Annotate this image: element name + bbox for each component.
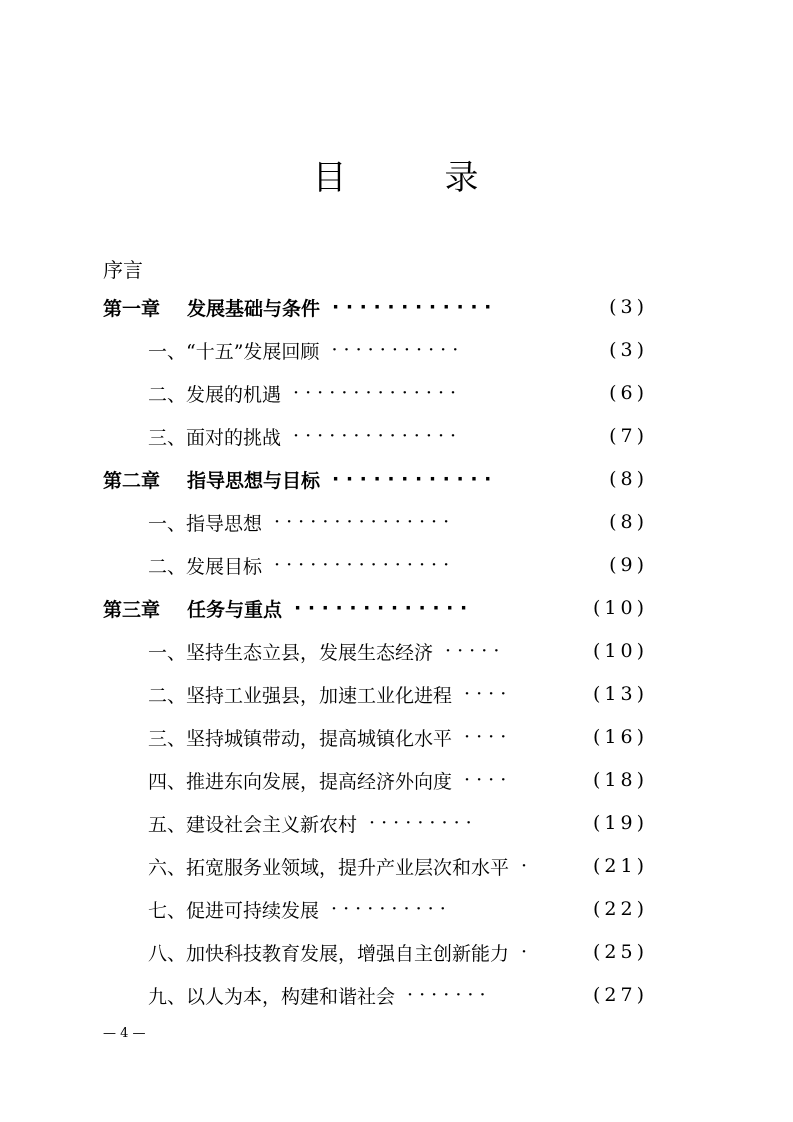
toc-page-number: (25)	[592, 941, 648, 963]
toc-leader-dots: ·	[521, 855, 528, 877]
toc-entry-label: 二、坚持工业强县，加速工业化进程	[148, 684, 453, 707]
toc-entry-label: 二、发展目标	[148, 555, 263, 578]
toc-entry-label: 指导思想与目标	[187, 469, 321, 492]
toc-leader-dots: · · · · · · · · · · · · · ·	[293, 382, 457, 404]
toc-entry-section[interactable]	[148, 978, 486, 1012]
toc-page-number: (19)	[592, 812, 648, 834]
toc-page-number: (13)	[592, 683, 648, 705]
toc-page-number: (6)	[609, 382, 648, 404]
toc-entry-section[interactable]	[148, 720, 506, 754]
toc-entry-chapter-2[interactable]	[103, 462, 491, 496]
toc-entry-label: 八、加快科技教育发展，增强自主创新能力	[148, 942, 510, 965]
toc-leader-dots: · · · · ·	[445, 640, 500, 662]
toc-entry-label: 发展基础与条件	[187, 297, 321, 320]
toc-entry-section[interactable]	[148, 849, 527, 883]
toc-entry-label: 三、面对的挑战	[148, 426, 282, 449]
toc-page-number: (8)	[609, 468, 648, 490]
toc-page-number: (9)	[609, 554, 648, 576]
toc-entry-label: 一、坚持生态立县，发展生态经济	[148, 641, 434, 664]
toc-entry-chapter-1[interactable]	[103, 290, 491, 324]
toc-leader-dots: · · · ·	[464, 683, 507, 705]
toc-entry-section[interactable]	[148, 419, 456, 453]
toc-entry-label: 一、“十五”发展回顾	[148, 340, 320, 363]
toc-entry-section[interactable]	[148, 935, 527, 969]
toc-leader-dots: · · · · · · · · · · · ·	[332, 468, 492, 490]
toc-leader-dots: · · · · · · · · · · ·	[331, 339, 459, 361]
toc-entry-label: 三、坚持城镇带动，提高城镇化水平	[148, 727, 453, 750]
page-title	[0, 150, 793, 199]
toc-entry-label: 七、促进可持续发展	[148, 899, 320, 922]
toc-entry-label: 六、拓宽服务业领域，提升产业层次和水平	[148, 856, 510, 879]
toc-page-number: (7)	[609, 425, 648, 447]
toc-page-number: (10)	[592, 597, 648, 619]
toc-page-number: (21)	[592, 855, 648, 877]
toc-leader-dots: · · · · · · · · · · · · · · ·	[274, 511, 450, 533]
toc-leader-dots: · · · · · · ·	[407, 984, 486, 1006]
toc-chapter-number: 第三章	[103, 598, 161, 621]
toc-entry-label: 四、推进东向发展，提高经济外向度	[148, 770, 453, 793]
toc-entry-section[interactable]	[148, 634, 499, 668]
toc-leader-dots: · · · · · · · · · · · · · ·	[293, 425, 457, 447]
toc-page-number: (10)	[592, 640, 648, 662]
page-footer-number: — 4 —	[103, 1026, 146, 1041]
toc-page-number: (18)	[592, 769, 648, 791]
toc-leader-dots: · · · ·	[464, 726, 507, 748]
toc-preface[interactable]: 序言	[103, 258, 143, 282]
toc-leader-dots: · · · · · · · · · ·	[331, 898, 446, 920]
toc-entry-label: 五、建设社会主义新农村	[148, 813, 358, 836]
toc-leader-dots: · · · ·	[464, 769, 507, 791]
toc-entry-chapter-3[interactable]	[103, 591, 467, 625]
title-char-right: 录	[444, 158, 481, 198]
toc-entry-section[interactable]	[148, 677, 506, 711]
toc-chapter-number: 第二章	[103, 469, 161, 492]
toc-entry-label: 任务与重点	[187, 598, 283, 621]
toc-entry-section[interactable]	[148, 548, 449, 582]
toc-leader-dots: · · · · · · · · · · · · ·	[294, 597, 468, 619]
toc-page-number: (8)	[609, 511, 648, 533]
toc-page-number: (16)	[592, 726, 648, 748]
toc-entry-section[interactable]	[148, 505, 449, 539]
toc-leader-dots: · · · · · · · · · · · ·	[332, 296, 492, 318]
toc-entry-label: 二、发展的机遇	[148, 383, 282, 406]
title-char-left: 目	[312, 158, 349, 198]
toc-entry-section[interactable]	[148, 376, 456, 410]
toc-entry-label: 一、指导思想	[148, 512, 263, 535]
toc-page-number: (3)	[609, 339, 648, 361]
toc-entry-section[interactable]	[148, 333, 458, 367]
toc-entry-section[interactable]	[148, 763, 506, 797]
toc-entry-section[interactable]	[148, 892, 446, 926]
toc-chapter-number: 第一章	[103, 297, 161, 320]
toc-leader-dots: ·	[521, 941, 528, 963]
toc-page-number: (3)	[609, 296, 648, 318]
toc-page-number: (27)	[592, 984, 648, 1006]
toc-entry-section[interactable]	[148, 806, 472, 840]
toc-leader-dots: · · · · · · · · ·	[369, 812, 472, 834]
toc-entry-label: 九、以人为本，构建和谐社会	[148, 985, 396, 1008]
toc-page-number: (22)	[592, 898, 648, 920]
toc-leader-dots: · · · · · · · · · · · · · · ·	[274, 554, 450, 576]
